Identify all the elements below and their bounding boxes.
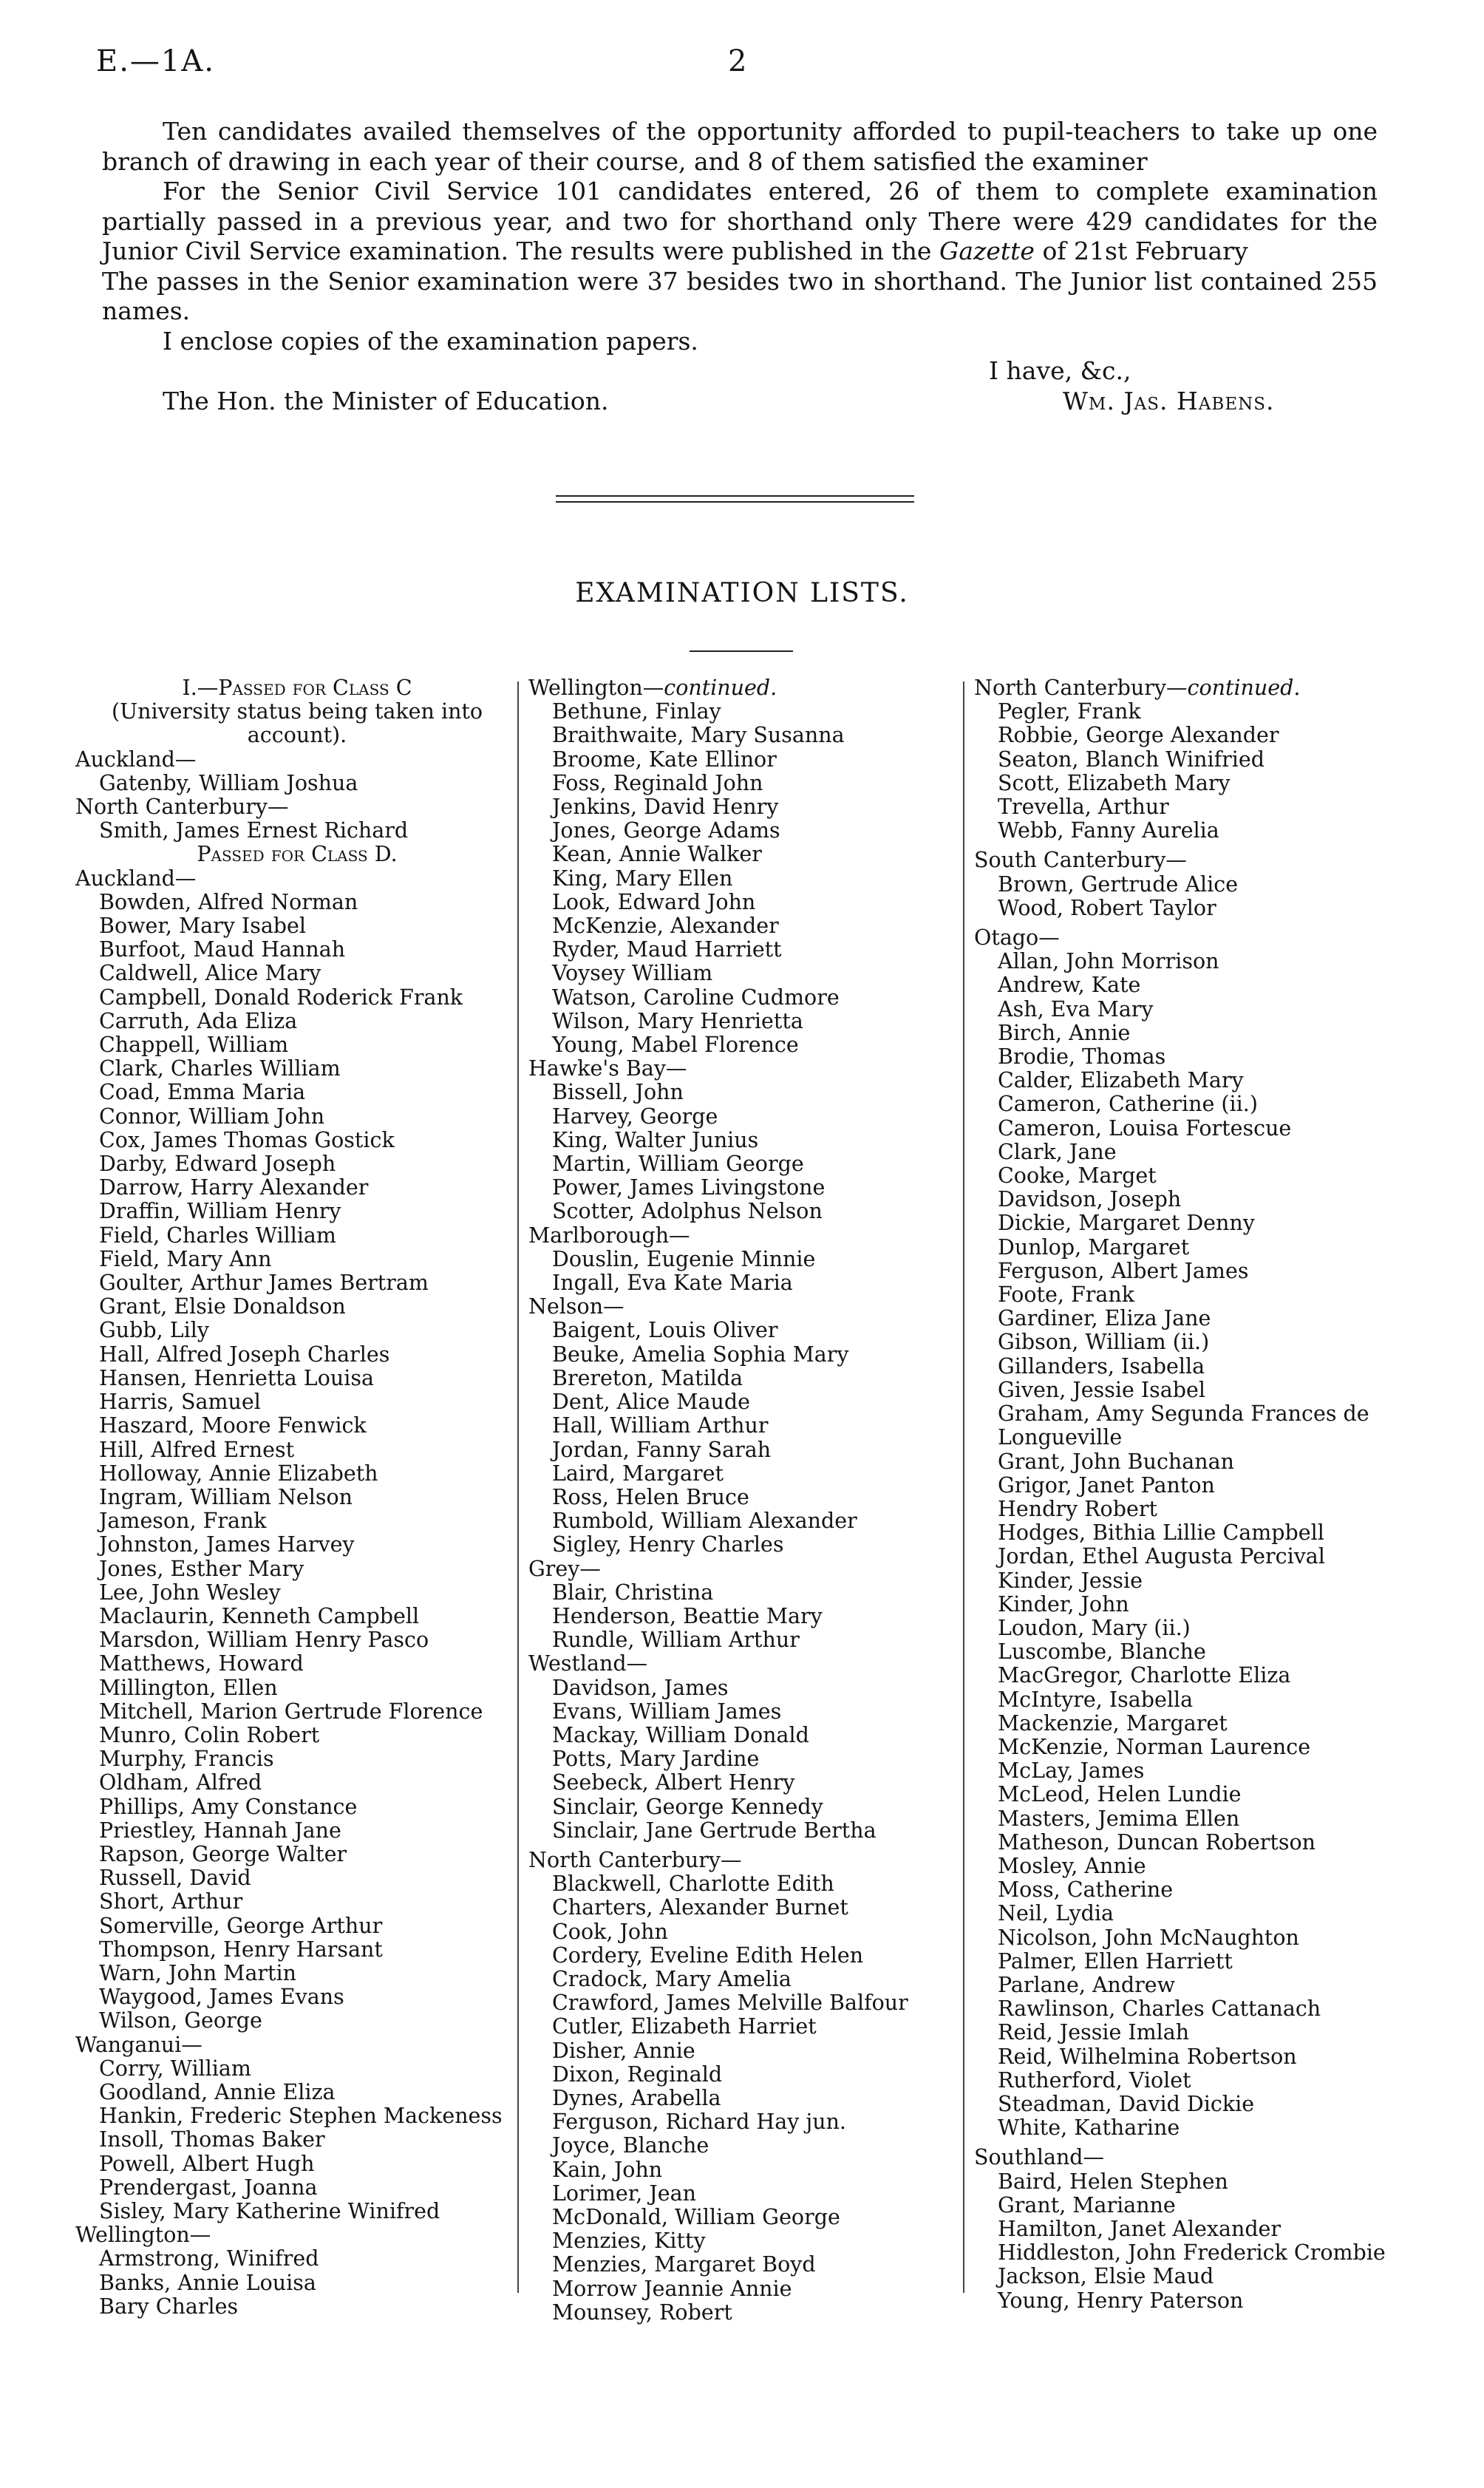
list-item: Crawford, James Melville Balfour [552,1991,908,2016]
list-item: Cutler, Elizabeth Harriet [552,2014,817,2039]
signature: Wm. Jas. Habens. [1063,387,1275,415]
list-item: Sisley, Mary Katherine Winifred [99,2199,440,2223]
list-item: Masters, Jemima Ellen [998,1806,1240,1831]
list-column-3 [974,676,1447,2313]
name-list [974,700,1447,843]
list-item: Campbell, Donald Roderick Frank [99,985,463,1010]
list-item: Clark, Charles William [99,1056,341,1081]
list-item: Seaton, Blanch Winifried [998,747,1265,772]
list-item: Hall, William Arthur [552,1413,769,1438]
list-item: Menzies, Margaret Boyd [552,2252,816,2277]
district-heading: Auckland— [75,866,197,891]
list-item: Blair, Christina [552,1580,714,1605]
district-name: North Canterbury— [974,676,1188,700]
list-item: Moss, Catherine [998,1877,1174,1903]
list-item: Look, Edward John [552,889,756,914]
list-item: Young, Mabel Florence [552,1033,799,1058]
list-item: Reid, Wilhelmina Robertson [998,2044,1297,2069]
list-item: Bethune, Finlay [552,699,721,724]
list-item: Kinder, John [998,1591,1129,1617]
list-item: Clark, Jane [998,1139,1117,1164]
list-item: Grant, Marianne [998,2192,1176,2217]
list-item: Dickie, Margaret Denny [998,1211,1255,1236]
list-item: Bissell, John [552,1080,684,1105]
list-item: Millington, Ellen [99,1675,278,1700]
name-list [974,873,1447,920]
list-item: Ash, Eva Mary [998,996,1154,1022]
list-item: Birch, Annie [998,1020,1131,1045]
list-item: Mackenzie, Margaret [998,1710,1228,1736]
list-item: Lee, John Wesley [99,1580,281,1605]
name-list [974,2170,1447,2313]
continued-label: continued. [664,676,777,700]
list-item: Reid, Jessie Imlah [998,2020,1190,2045]
name-list [528,1872,964,2325]
list-item: Laird, Margaret [552,1461,724,1486]
district-heading: Auckland— [75,747,197,772]
list-item: Maclaurin, Kenneth Campbell [99,1603,420,1628]
list-item: Cameron, Louisa Fortescue [998,1115,1292,1141]
list-item: Watson, Caroline Cudmore [552,985,840,1010]
list-item: Kean, Annie Walker [552,842,762,867]
list-item: Prendergast, Joanna [99,2175,318,2200]
list-column-1 [75,676,519,2319]
list-item: Braithwaite, Mary Susanna [552,723,845,748]
list-item: Dixon, Reginald [552,2062,723,2087]
list-item: Grigor, Janet Panton [998,1472,1215,1498]
list-item: Power, James Livingstone [552,1175,826,1200]
list-item: Cooke, Marget [998,1163,1157,1189]
name-list [528,700,964,1057]
list-item: Jordan, Ethel Augusta Percival [998,1544,1325,1569]
list-item: Marsdon, William Henry Pasco [99,1628,429,1653]
list-item: Priestley, Hannah Jane [99,1818,341,1843]
list-item: McIntyre, Isabella [998,1687,1194,1712]
intro-text [102,117,1378,417]
list-item: Ross, Helen Bruce [552,1484,749,1509]
list-item: Brown, Gertrude Alice [998,871,1239,897]
list-item: Pegler, Frank [998,699,1141,724]
list-item: Hall, Alfred Joseph Charles [99,1342,390,1367]
list-item: Field, Mary Ann [99,1246,272,1271]
list-item: Seebeck, Albert Henry [552,1770,795,1795]
list-item: Henderson, Beattie Mary [552,1603,823,1628]
list-item: Andrew, Kate [998,973,1141,998]
list-item: Ferguson, Richard Hay jun. [552,2110,846,2135]
list-item: MacGregor, Charlotte Eliza [998,1663,1291,1688]
list-item: Dent, Alice Maude [552,1390,750,1415]
list-item: King, Walter Junius [552,1127,759,1152]
list-item: Hamilton, Janet Alexander [998,2217,1282,2241]
district-name: Wellington— [528,676,664,700]
list-item: Goulter, Arthur James Bertram [99,1271,429,1296]
list-item: White, Katharine [998,2115,1180,2141]
section-title: EXAMINATION LISTS. [575,578,909,608]
list-item: Hill, Alfred Ernest [99,1437,295,1462]
name-list [974,1450,1447,2141]
district-heading: Wellington— [75,2223,211,2248]
list-item: McDonald, William George [552,2205,840,2229]
list-item: Scotter, Adolphus Nelson [552,1199,823,1224]
list-item: Grant, Elsie Donaldson [99,1294,346,1319]
list-item: Wood, Robert Taylor [998,895,1216,920]
list-item: Disher, Annie [552,2038,695,2063]
list-item: Loudon, Mary (ii.) [998,1615,1191,1640]
list-item: Mosley, Annie [998,1853,1146,1878]
intro-paragraph: I enclose copies of the examination papers. [163,326,698,356]
list-item: Lorimer, Jean [552,2181,696,2206]
list-item: Chappell, William [99,1033,289,1058]
list-item: Jones, Esther Mary [99,1556,304,1581]
list-item: Foss, Reginald John [552,770,763,795]
list-item: Young, Henry Paterson [998,2288,1244,2313]
list-item: Baigent, Louis Oliver [552,1318,778,1343]
list-item: Graham, Amy Segunda Frances de Longueville [998,1401,1369,1450]
name-list [75,2057,519,2223]
class-c-note: (University status being taken into [111,699,483,724]
district-heading-continued [974,676,1447,700]
list-item: Armstrong, Winifred [99,2246,319,2271]
list-item: Draffin, William Henry [99,1199,341,1224]
intro-paragraph-text: For the Senior Civil Service 101 candidates entered, 26 of them to complete examination partially passed in a previous year, and two for shorthand only There were 429 candidates for the Junior Civil Service examination. The results were published in the [102,177,1378,265]
list-item: Mackay, William Donald [552,1722,809,1747]
list-item: Menzies, Kitty [552,2229,706,2254]
list-item: Dynes, Arabella [552,2085,721,2110]
list-item: Cordery, Eveline Edith Helen [552,1943,864,1968]
district-heading: Hawke's Bay— [528,1056,687,1081]
list-item: Thompson, Henry Harsant [99,1937,383,1962]
district-heading: Westland— [528,1651,648,1676]
list-item: Beuke, Amelia Sophia Mary [552,1342,849,1367]
list-item: Murphy, Francis [99,1747,274,1772]
list-item: Trevella, Arthur [998,795,1169,820]
list-item: King, Mary Ellen [552,866,733,891]
list-item: Foote, Frank [998,1282,1134,1308]
intro-paragraph [102,177,1378,267]
list-item: Field, Charles William [99,1223,336,1248]
list-item: Sigley, Henry Charles [552,1532,784,1557]
list-item: Connor, William John [99,1104,325,1129]
continued-label: continued. [1187,676,1301,700]
double-rule-top [556,495,914,497]
list-item: Webb, Fanny Aurelia [998,818,1219,843]
list-item: Steadman, David Dickie [998,2091,1255,2116]
list-item: Rawlinson, Charles Cattanach [998,1996,1321,2022]
list-item: Rumbold, William Alexander [552,1509,857,1534]
list-item: Coad, Emma Maria [99,1080,306,1105]
district-heading-continued [528,676,964,700]
list-item: Caldwell, Alice Mary [99,961,321,986]
list-item: Neil, Lydia [998,1901,1114,1926]
list-item: Darby, Edward Joseph [99,1152,336,1177]
list-item: Cradock, Mary Amelia [552,1966,792,1991]
list-item: Mounsey, Robert [552,2300,732,2325]
list-item: Hodges, Bithia Lillie Campbell [998,1520,1324,1546]
list-item: Calder, Elizabeth Mary [998,1068,1244,1093]
list-item: Rundle, William Arthur [552,1628,800,1653]
report-code: E.—1A. [96,44,215,78]
name-list [528,1081,964,1223]
class-d-heading: Passed for Class D. [197,842,398,867]
closing-phrase: I have, &c., [989,356,1131,385]
list-item: Baird, Helen Stephen [998,2169,1228,2194]
page-number: 2 [728,44,747,78]
list-item: Warn, John Martin [99,1960,296,1985]
name-list [528,1581,964,1653]
name-list [75,891,519,2033]
list-item: Jackson, Elsie Maud [998,2264,1214,2289]
list-item: Powell, Albert Hugh [99,2151,315,2176]
district-heading: Southland— [974,2145,1105,2170]
list-item: Brodie, Thomas [998,1044,1166,1070]
list-column-2 [528,676,964,2325]
list-item: Darrow, Harry Alexander [99,1175,369,1200]
list-item: Wilson, George [99,2008,262,2033]
gazette-word: Gazette [939,237,1035,265]
title-underline [690,650,793,652]
list-item: Johnston, James Harvey [99,1532,355,1557]
list-item: Waygood, James Evans [99,1985,344,2010]
list-item: Harvey, George [552,1104,718,1129]
list-item: Wilson, Mary Henrietta [552,1008,803,1033]
double-rule-bottom [556,501,914,503]
district-heading: Nelson— [528,1294,624,1319]
name-list [974,950,1447,1402]
list-item: Rapson, George Walter [99,1841,347,1866]
list-item: Smith, James Ernest Richard [99,818,409,843]
list-item: Jordan, Fanny Sarah [552,1437,772,1462]
list-item: Kinder, Jessie [998,1568,1143,1593]
list-item: Cox, James Thomas Gostick [99,1127,395,1152]
list-item: Brereton, Matilda [552,1365,743,1390]
class-c-heading: I.—Passed for Class C [182,676,412,700]
list-item: Blackwell, Charlotte Edith [552,1872,834,1897]
list-item: Grant, John Buchanan [998,1449,1234,1474]
list-item: Joyce, Blanche [552,2133,709,2158]
list-item: Gillanders, Isabella [998,1353,1205,1379]
district-heading: South Canterbury— [974,848,1187,873]
district-heading: Grey— [528,1556,601,1581]
district-heading: North Canterbury— [528,1847,742,1872]
list-item: Bowden, Alfred Norman [99,889,358,914]
list-item: Short, Arthur [99,1889,243,1914]
list-item: Ferguson, Albert James [998,1258,1249,1283]
letter-closing [102,356,1378,417]
list-item: Sinclair, Jane Gertrude Bertha [552,1818,877,1843]
list-item: Matthews, Howard [99,1651,304,1676]
gazette-date: of 21st February [1042,237,1248,265]
list-item: Jones, George Adams [552,818,780,843]
list-item: Hiddleston, John Frederick Crombie [998,2240,1386,2266]
intro-paragraph: Ten candidates availed themselves of the opportunity afforded to pupil-teachers to take up one branch of drawing in each year of their course, and 8 of them satisfied the examiner [102,117,1378,176]
list-item: Hansen, Henrietta Louisa [99,1365,374,1390]
list-item: Gibson, William (ii.) [998,1330,1210,1355]
list-item: Potts, Mary Jardine [552,1747,760,1772]
list-item: Gatenby, William Joshua [99,770,358,795]
name-list [528,1319,964,1557]
list-item: McKenzie, Norman Laurence [998,1734,1311,1759]
list-item: Allan, John Morrison [998,949,1219,974]
list-item: Scott, Elizabeth Mary [998,770,1231,795]
list-item: Ingram, William Nelson [99,1484,353,1509]
list-item: Cook, John [552,1919,668,1944]
list-item: Holloway, Annie Elizabeth [99,1461,378,1486]
addressee: The Hon. the Minister of Education. [163,387,609,415]
list-item: Jenkins, David Henry [552,795,779,820]
district-heading: North Canterbury— [75,795,289,820]
list-item: Jameson, Frank [99,1509,267,1534]
list-item: Bary Charles [99,2294,239,2319]
list-item: Voysey William [552,961,713,986]
list-item: Davidson, Joseph [998,1187,1182,1212]
list-item: Nicolson, John McNaughton [998,1925,1299,1950]
list-item: Oldham, Alfred [99,1770,262,1795]
list-item: Dunlop, Margaret [998,1234,1190,1260]
district-heading: Marlborough— [528,1223,690,1248]
list-item: Ingall, Eva Kate Maria [552,1271,793,1296]
list-item: Bower, Mary Isabel [99,914,307,939]
list-item: Banks, Annie Louisa [99,2270,316,2295]
list-item: Goodland, Annie Eliza [99,2079,336,2104]
list-item: Munro, Colin Robert [99,1722,320,1747]
district-heading: Wanganui— [75,2032,202,2057]
list-item: Sinclair, George Kennedy [552,1794,823,1819]
list-item: Gardiner, Eliza Jane [998,1306,1211,1331]
list-item: Robbie, George Alexander [998,723,1279,748]
list-item: Haszard, Moore Fenwick [99,1413,367,1438]
name-list [75,2247,519,2319]
list-item: Kain, John [552,2157,663,2182]
list-item: McLay, James [998,1758,1145,1784]
list-item: Carruth, Ada Eliza [99,1008,298,1033]
list-item: Cameron, Catherine (ii.) [998,1092,1258,1117]
district-heading: Otago— [974,925,1060,951]
intro-paragraph: The passes in the Senior examination were 37 besides two in shorthand. The Junior list contained 255 names. [102,266,1378,325]
list-item: Gubb, Lily [99,1318,209,1343]
list-item: Insoll, Thomas Baker [99,2127,325,2152]
list-item: Palmer, Ellen Harriett [998,1948,1233,1974]
list-item: Broome, Kate Ellinor [552,747,777,772]
list-item: Martin, William George [552,1152,804,1177]
list-item: Mitchell, Marion Gertrude Florence [99,1699,483,1724]
list-item: McKenzie, Alexander [552,914,779,939]
list-item: Hankin, Frederic Stephen Mackeness [99,2104,503,2129]
list-item: Burfoot, Maud Hannah [99,937,346,962]
list-item: Phillips, Amy Constance [99,1794,358,1819]
list-item: McLeod, Helen Lundie [998,1782,1242,1807]
name-list [528,1676,964,1843]
list-item: Matheson, Duncan Robertson [998,1829,1315,1855]
list-item: Russell, David [99,1866,251,1891]
list-item: Somerville, George Arthur [99,1913,383,1938]
list-item: Parlane, Andrew [998,1972,1176,1997]
list-item: Harris, Samuel [99,1390,261,1415]
name-list [528,1248,964,1295]
list-item: Douslin, Eugenie Minnie [552,1246,816,1271]
list-item: Charters, Alexander Burnet [552,1895,848,1920]
list-item: Davidson, James [552,1675,729,1700]
list-item: Rutherford, Violet [998,2067,1191,2093]
list-item: Morrow Jeannie Annie [552,2276,792,2301]
list-item: Evans, William James [552,1699,782,1724]
list-item: Corry, William [99,2056,251,2081]
class-c-note: account). [247,723,347,748]
list-item: Hendry Robert [998,1496,1157,1521]
list-item: Given, Jessie Isabel [998,1377,1206,1402]
list-item: Luscombe, Blanche [998,1639,1206,1665]
list-item: Ryder, Maud Harriett [552,937,782,962]
